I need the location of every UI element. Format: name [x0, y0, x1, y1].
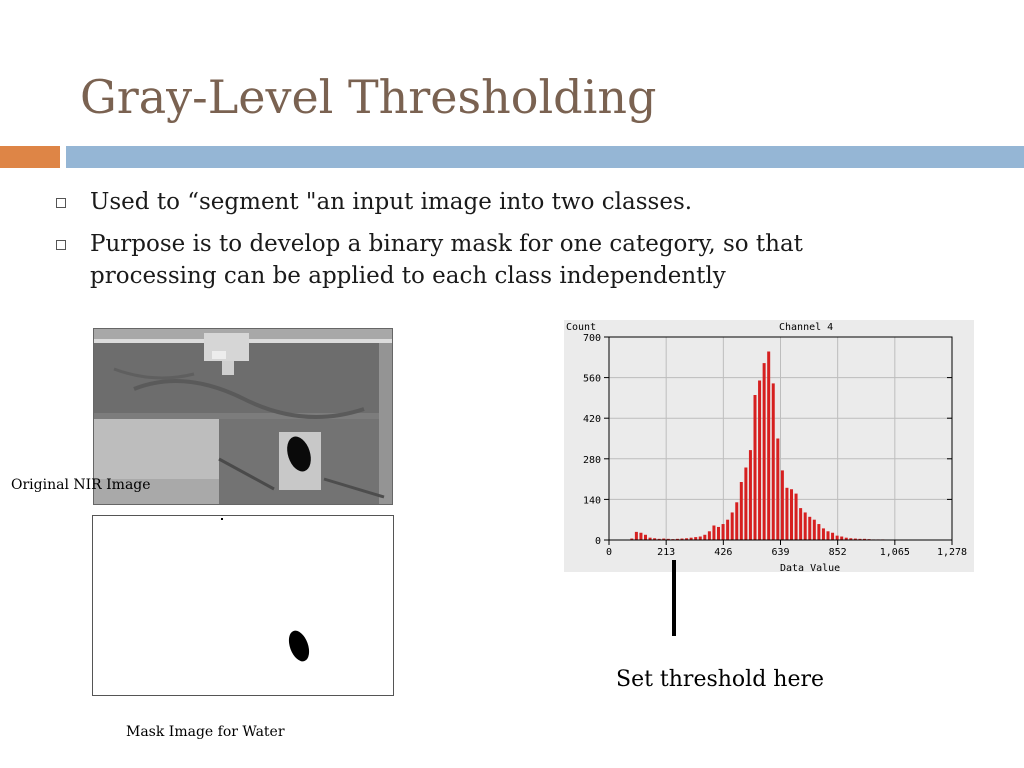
- x-tick-label: 213: [657, 547, 676, 558]
- threshold-caption: Set threshold here: [616, 667, 825, 692]
- histogram-bar: [776, 439, 779, 541]
- y-tick-label: 420: [582, 414, 601, 426]
- histogram-bar: [749, 450, 752, 540]
- original-image-caption: Original NIR Image: [11, 477, 151, 493]
- y-tick-label: 560: [582, 373, 601, 385]
- y-tick-label: 700: [582, 333, 601, 344]
- histogram-bar: [708, 531, 711, 540]
- bullet-text: Used to “segment "an input image into two classes.: [90, 189, 693, 215]
- histogram-bar: [772, 383, 775, 540]
- histogram-bar: [808, 517, 811, 540]
- histogram-bar: [836, 536, 839, 540]
- histogram-bar: [731, 512, 734, 540]
- y-tick-label: 140: [582, 495, 601, 507]
- x-tick-label: 852: [828, 547, 847, 558]
- x-tick-label: 639: [771, 547, 790, 558]
- chart-xlabel: Data Value: [780, 563, 841, 572]
- x-tick-label: 0: [605, 547, 613, 558]
- histogram-bar: [781, 470, 784, 540]
- x-tick-label: 1,278: [936, 547, 968, 558]
- bullet-square-icon: [56, 198, 66, 208]
- x-tick-label: 426: [714, 547, 733, 558]
- slide-title: Gray-Level Thresholding: [80, 70, 657, 124]
- histogram-bar: [722, 524, 725, 540]
- histogram-bar: [644, 535, 647, 540]
- histogram-bar: [763, 363, 766, 540]
- histogram-bar: [767, 352, 770, 541]
- histogram-bar: [735, 502, 738, 540]
- accent-bar-blue: [66, 146, 1024, 168]
- histogram-bar: [754, 395, 757, 540]
- bullet-square-icon: [56, 240, 66, 250]
- histogram-bar: [790, 489, 793, 540]
- chart-grid: [609, 337, 952, 540]
- histogram-panel: [564, 320, 974, 572]
- histogram-bar: [822, 528, 825, 540]
- histogram-bar: [831, 533, 834, 540]
- histogram-bar: [840, 537, 843, 540]
- mask-image: [92, 515, 394, 696]
- histogram-bar: [703, 535, 706, 540]
- accent-bar-orange: [0, 146, 60, 168]
- y-tick-label: 280: [582, 454, 601, 466]
- histogram-bar: [785, 488, 788, 540]
- histogram-bar: [799, 508, 802, 540]
- histogram-bar: [744, 468, 747, 541]
- chart-ylabel: Count: [566, 322, 597, 333]
- bullet-list: [56, 186, 836, 302]
- histogram-bar: [817, 524, 820, 540]
- bullet-item: [56, 186, 836, 218]
- histogram-bar: [827, 531, 830, 540]
- histogram-bar: [813, 520, 816, 540]
- histogram-bar: [639, 533, 642, 540]
- histogram-bar: [804, 512, 807, 540]
- histogram-bar: [635, 532, 638, 540]
- y-tick-label: 0: [594, 536, 601, 547]
- histogram-bar: [712, 526, 715, 541]
- threshold-line: [672, 560, 676, 636]
- histogram-bar: [717, 527, 720, 540]
- histogram-bar: [740, 482, 743, 540]
- mask-image-caption: Mask Image for Water: [126, 724, 285, 740]
- histogram-bar: [795, 494, 798, 540]
- bullet-item: [56, 228, 836, 292]
- histogram-bar: [758, 381, 761, 541]
- chart-bars: [630, 352, 898, 541]
- histogram-bar: [699, 537, 702, 540]
- histogram-bar: [726, 520, 729, 540]
- x-tick-label: 1,065: [879, 547, 910, 558]
- chart-title: Channel 4: [779, 322, 834, 333]
- chart-ticks: [583, 333, 967, 558]
- bullet-text: Purpose is to develop a binary mask for one category, so that processing can be applied to each class independently: [90, 231, 803, 289]
